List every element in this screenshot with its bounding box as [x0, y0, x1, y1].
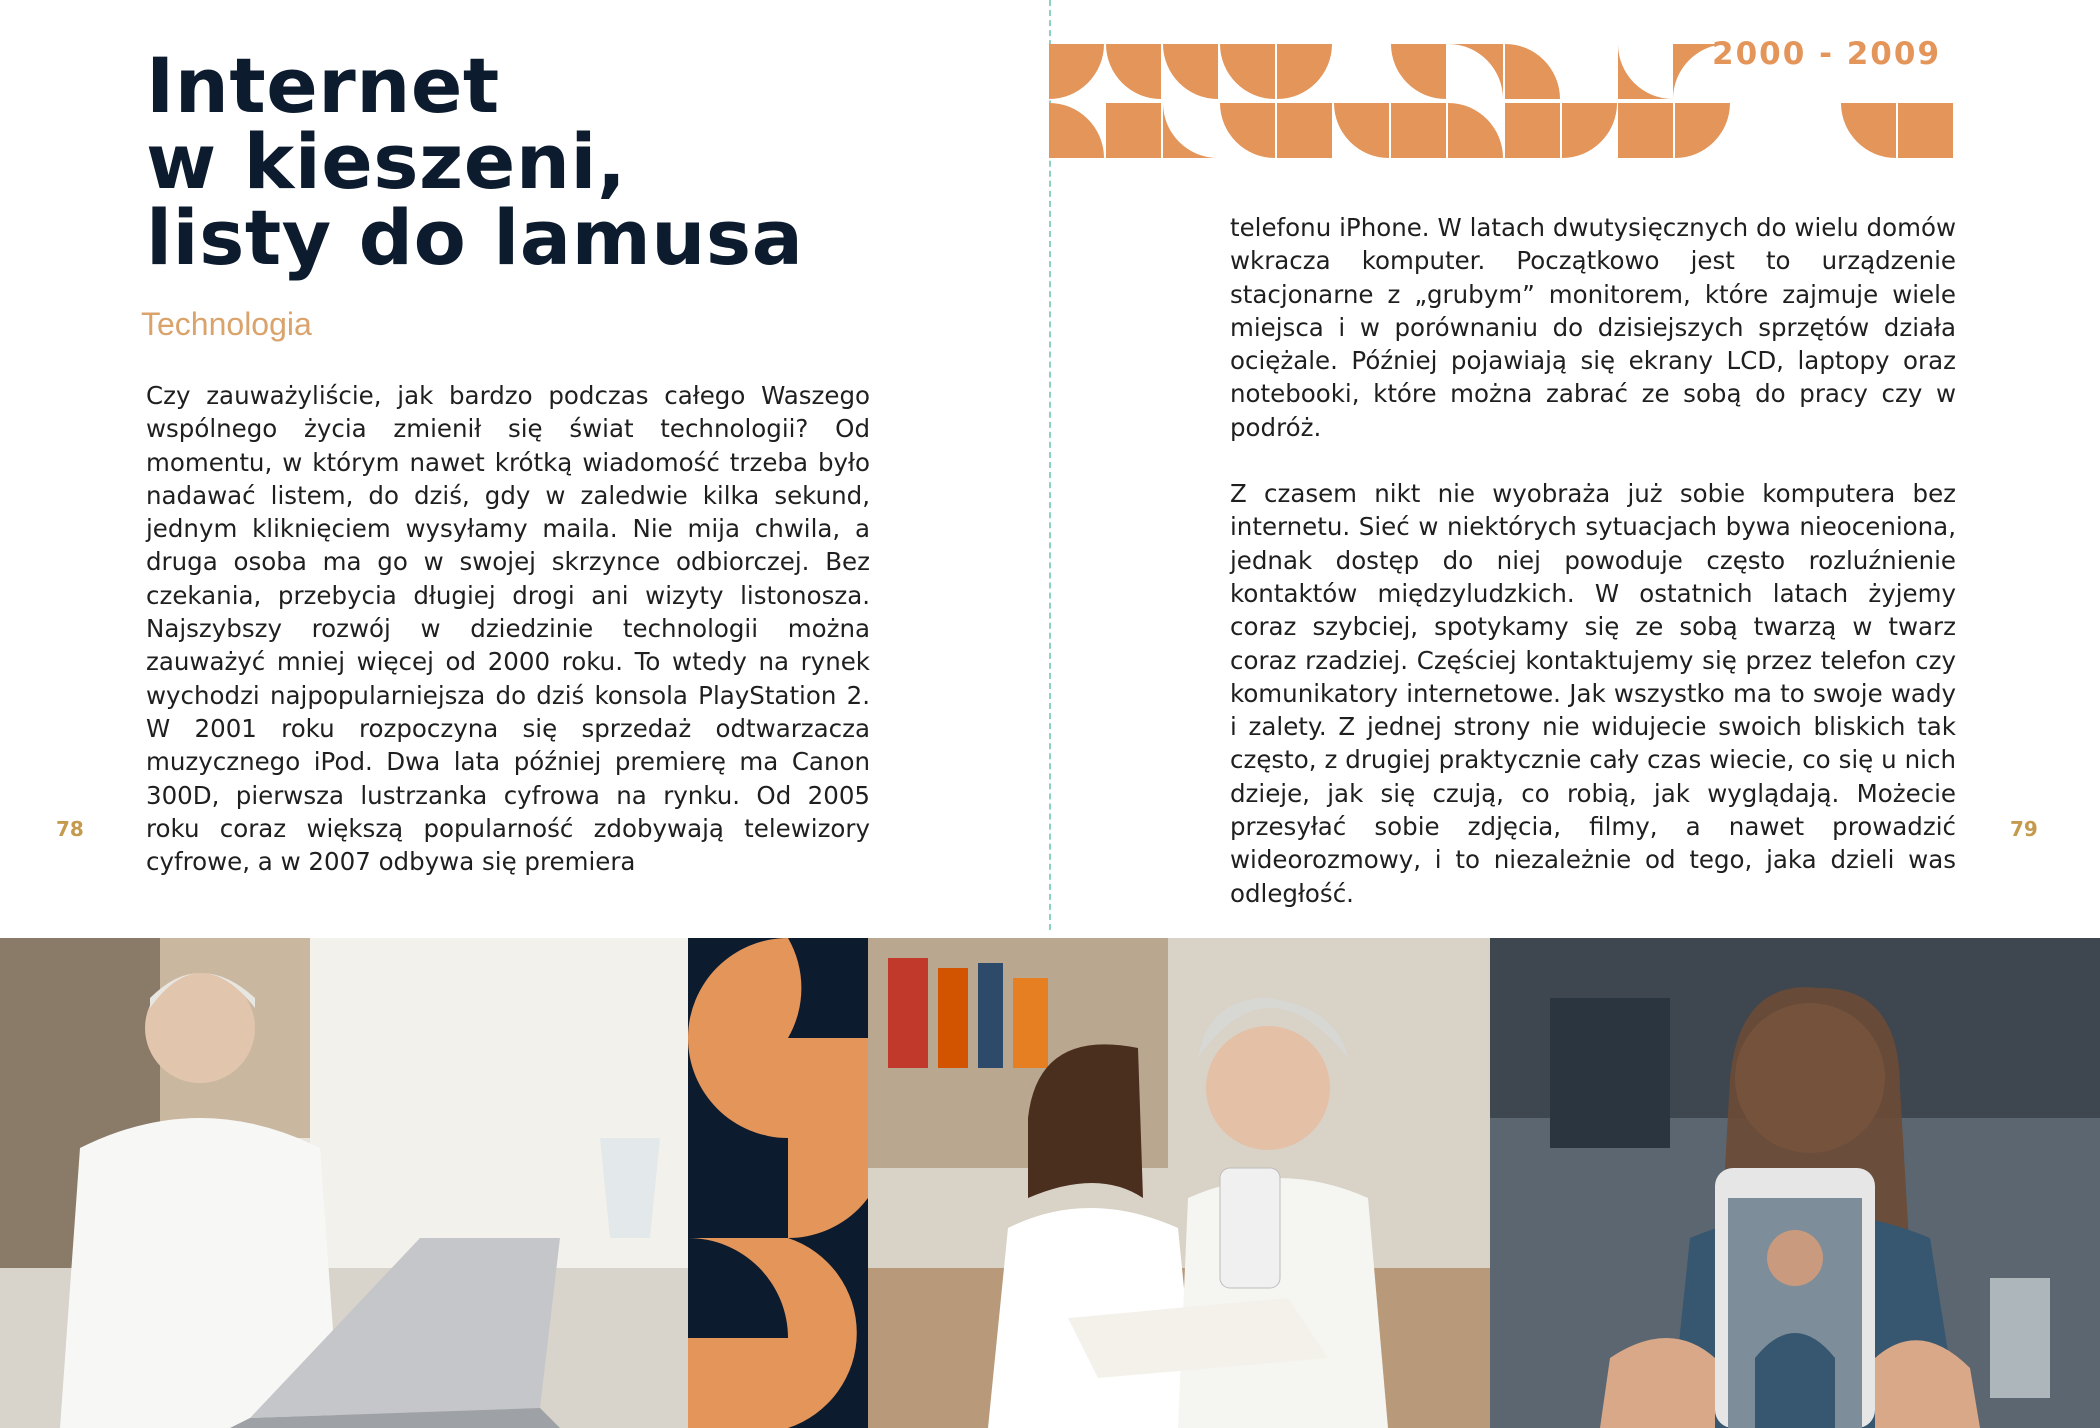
era-label: 2000 - 2009	[1712, 36, 1942, 72]
photo-woman-with-laptop	[0, 938, 688, 1428]
decorative-shape-column	[688, 938, 868, 1428]
photo-grandmother-and-granddaughter	[868, 938, 1490, 1428]
title-line-2: w kieszeni,	[146, 117, 627, 206]
title-line-1: Internet	[146, 41, 500, 130]
body-text-left: Czy zauważyliście, jak bardzo podczas całego Waszego wspólnego życia zmienił się świat technologii? Od momentu, w którym nawet krótką wiadomość trzeba było nadawać listem, do dziś, gdy w zaledwie kilka sekund, jednym kliknięciem wysyłamy maila. Nie mija chwila, a druga osoba ma go w swojej skrzynce odbiorczej. Bez czekania, przebycia długiej drogi ani wizyty listonosza. Najszybszy rozwój w dziedzinie technologii można zauważyć mniej więcej od 2000 roku. To wtedy na rynek wychodzi najpopularniejsza do dziś konsola PlayStation 2. W 2001 roku rozpoczyna się sprzedaż odtwarzacza muzycznego iPod. Dwa lata później premierę ma Canon 300D, pierwsza lustrzanka cyfrowa na rynku. Od 2005 roku coraz większą popularność zdobywają telewizory cyfrowe, a w 2007 odbywa się premiera	[146, 381, 870, 877]
page-number-left: 78	[56, 817, 84, 841]
article-title	[146, 41, 804, 282]
paragraph: Z czasem nikt nie wyobraża już sobie komputera bez internetu. Sieć w niektórych sytuacjach bywa nieoceniona, jednak dostęp do niej powoduje często rozluźnienie kontaktów międzyludzkich. W ostatnich latach żyjemy coraz szybciej, spotykamy się ze sobą twarzą w twarz coraz rzadziej. Częściej kontaktujemy się przez telefon czy komunikatory internetowe. Jak wszystko ma to swoje wady i zalety. Z jednej strony nie widujecie swoich bliskich tak często, z drugiej praktycznie cały czas wiecie, co się u nich dzieje, jak się czują, co robią, jak wyglądają. Możecie przesyłać sobie zdjęcia, filmy, a nawet prowadzić wideorozmowy, i to niezależnie od tego, jaka dzieli was odległość.	[1230, 479, 1956, 908]
section-label: Technologia	[141, 306, 312, 342]
body-text-right	[1230, 211, 1956, 943]
paragraph: telefonu iPhone. W latach dwutysięcznych do wielu domów wkracza komputer. Początkowo jest to urządzenie stacjonarne z „grubym” monitorem, które zajmuje wiele miejsca i w porównaniu do dzisiejszych sprzętów działa ociężale. Później pojawiają się ekrany LCD, laptopy oraz notebooki, które można zabrać ze sobą do pracy czy w podróż.	[1230, 213, 1956, 442]
photo-phone-video-call	[1490, 938, 2100, 1428]
title-line-3: listy do lamusa	[146, 193, 804, 282]
decorative-shape-banner	[1049, 44, 1956, 160]
page-number-right: 79	[2010, 817, 2038, 841]
